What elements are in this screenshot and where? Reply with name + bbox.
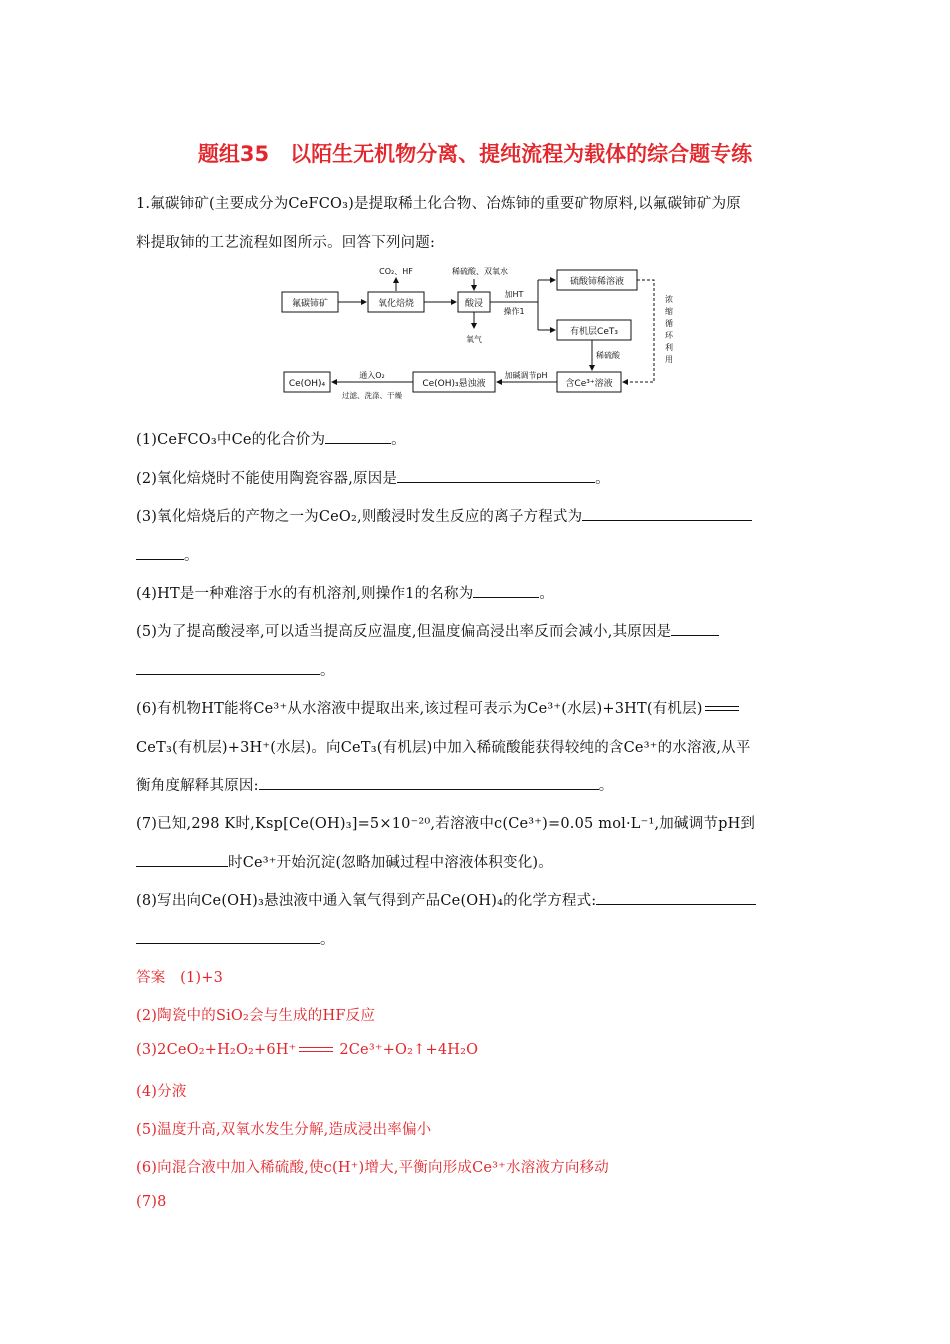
answer-blank[interactable] [473, 585, 539, 598]
flow-text-dilute: 硫酸铈稀溶液 [569, 277, 625, 287]
answer-7: (7)8 [136, 1194, 167, 1210]
question-intro-line-2: 料提取铈的工艺流程如图所示。回答下列问题: [136, 235, 436, 251]
flow-text-product: Ce(OH)₄ [288, 379, 326, 389]
question-1: (1)CeFCO₃中Ce的化合价为 。 [136, 432, 406, 448]
equilibrium-arrow-icon [703, 704, 741, 714]
equals-arrow-icon [297, 1045, 335, 1055]
flow-label-co2-hf: CO₂、HF [379, 267, 413, 276]
flow-label-filter: 过滤、洗涤、干燥 [342, 391, 402, 400]
question-3-text: (3)氧化焙烧后的产物之一为CeO₂,则酸浸时发生反应的离子方程式为 [136, 509, 583, 525]
flow-label-o2-in: 通入O₂ [359, 371, 385, 380]
question-8-text: (8)写出向Ce(OH)₃悬浊液中通入氧气得到产品Ce(OH)₄的化学方程式: [136, 893, 597, 909]
answer-5: (5)温度升高,双氧水发生分解,造成浸出率偏小 [136, 1122, 432, 1138]
question-6-text: (6)有机物HT能将Ce³⁺从水溶液中提取出来,该过程可表示为Ce³⁺(水层)+3HT(有机层) [136, 701, 703, 717]
answer-blank[interactable] [325, 431, 391, 444]
question-5 [136, 620, 719, 641]
process-flow-diagram [270, 262, 710, 402]
question-3-continued: 。 [136, 544, 199, 565]
question-intro-line-1: 1.氟碳铈矿(主要成分为CeFCO₃)是提取稀土化合物、冶炼铈的重要矿物原料,以氟碳铈矿为原 [136, 196, 741, 212]
flow-label-base: 加碱调节pH [504, 371, 548, 380]
answer-blank[interactable] [136, 662, 320, 675]
answer-blank[interactable] [136, 931, 320, 944]
flow-text-leach: 酸浸 [464, 299, 484, 309]
question-6 [136, 697, 741, 718]
flow-label-oxygen: 氧气 [466, 335, 482, 344]
flow-recycle-1: 浓 [665, 295, 673, 304]
flow-recycle-3: 循 [665, 319, 673, 328]
page-title: 题组35 以陌生无机物分离、提纯流程为载体的综合题专练 [197, 142, 753, 166]
flow-recycle-2: 缩 [665, 307, 673, 316]
flow-recycle-6: 用 [665, 355, 673, 364]
answer-1: 答案 (1)+3 [136, 970, 224, 986]
flow-label-h2so4: 稀硫酸 [596, 351, 620, 360]
question-1-text: (1)CeFCO₃中Ce的化合价为 [136, 432, 326, 448]
question-2-text: (2)氧化焙烧时不能使用陶瓷容器,原因是 [136, 471, 398, 487]
flow-text-organic: 有机层CeT₃ [570, 327, 618, 337]
flow-recycle-4: 环 [665, 331, 673, 340]
question-8-continued: 。 [136, 928, 335, 949]
answer-3: (3)2CeO₂+H₂O₂+6H⁺ 2Ce³⁺+O₂↑+4H₂O [136, 1042, 479, 1058]
flow-text-ce3: 含Ce³⁺溶液 [565, 379, 613, 389]
answer-blank[interactable] [136, 547, 184, 560]
answer-6: (6)向混合液中加入稀硫酸,使c(H⁺)增大,平衡向形成Ce³⁺水溶液方向移动 [136, 1160, 609, 1176]
answer-blank[interactable] [596, 892, 756, 905]
question-6-line-3: 衡角度解释其原因: 。 [136, 778, 614, 794]
question-7: (7)已知,298 K时,Ksp[Ce(OH)₃]=5×10⁻²⁰,若溶液中c(Ce³⁺)=0.05 mol·L⁻¹,加碱调节pH到 [136, 816, 756, 832]
flow-text-roast: 氧化焙烧 [377, 299, 415, 309]
flow-label-op1: 操作1 [503, 307, 525, 316]
flow-text-ore: 氟碳铈矿 [291, 299, 329, 309]
question-3 [136, 505, 752, 526]
answer-blank[interactable] [136, 854, 228, 867]
question-4: (4)HT是一种难溶于水的有机溶剂,则操作1的名称为 。 [136, 586, 555, 602]
question-4-text: (4)HT是一种难溶于水的有机溶剂,则操作1的名称为 [136, 586, 474, 602]
question-5-continued: 。 [136, 659, 335, 680]
question-5-text: (5)为了提高酸浸率,可以适当提高反应温度,但温度偏高浸出率反而会减小,其原因是 [136, 624, 672, 640]
flow-recycle-5: 利 [665, 343, 673, 352]
answer-4: (4)分液 [136, 1084, 187, 1100]
answer-blank[interactable] [671, 623, 719, 636]
question-7-line-2: 时Ce³⁺开始沉淀(忽略加碱过程中溶液体积变化)。 [136, 851, 553, 872]
question-8 [136, 889, 756, 910]
flow-text-suspension: Ce(OH)₃悬浊液 [422, 379, 486, 389]
question-6-line-2: CeT₃(有机层)+3H⁺(水层)。向CeT₃(有机层)中加入稀硫酸能获得较纯的含Ce³⁺的水溶液,从平 [136, 740, 751, 756]
answer-blank[interactable] [259, 777, 599, 790]
answer-2: (2)陶瓷中的SiO₂会与生成的HF反应 [136, 1008, 376, 1024]
question-2: (2)氧化焙烧时不能使用陶瓷容器,原因是 。 [136, 471, 610, 487]
answer-blank[interactable] [582, 508, 752, 521]
flow-label-ht: 加HT [504, 290, 524, 299]
flow-label-acid: 稀硫酸、双氧水 [452, 267, 508, 276]
answer-blank[interactable] [397, 470, 595, 483]
